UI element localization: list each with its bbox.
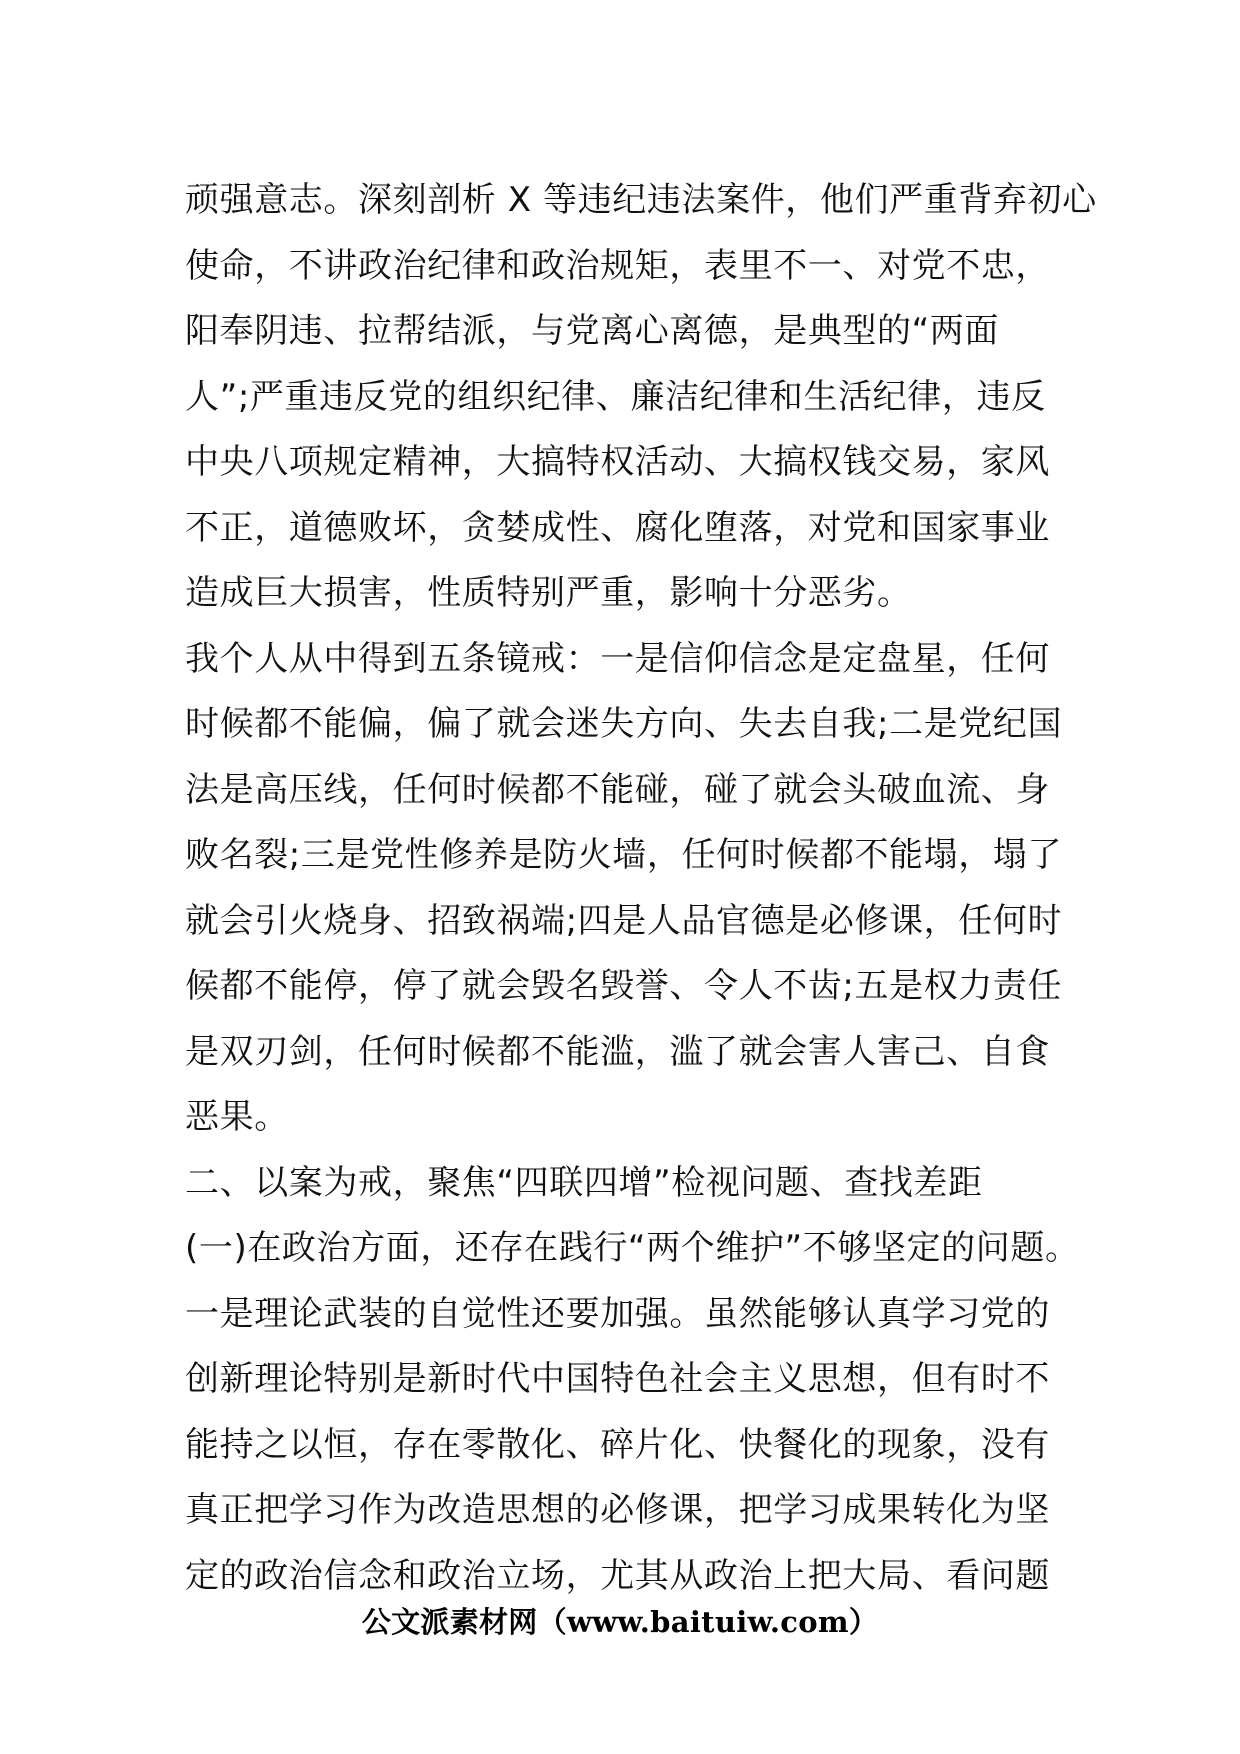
- text-line: 阳奉阴违、拉帮结派，与党离心离德，是典型的“两面: [185, 311, 1000, 351]
- text-line: 造成巨大损害，性质特别严重，影响十分恶劣。: [185, 573, 912, 613]
- text-line: 时候都不能偏，偏了就会迷失方向、失去自我;二是党纪国: [185, 704, 1063, 744]
- text-line: 就会引火烧身、招致祸端;四是人品官德是必修课，任何时: [185, 900, 1063, 941]
- document-body: [185, 168, 1097, 1609]
- text-line: 创新理论特别是新时代中国特色社会主义思想，但有时不: [185, 1359, 1050, 1399]
- text-line: 法是高压线，任何时候都不能碰，碰了就会头破血流、身: [185, 769, 1050, 810]
- text-line: 候都不能停，停了就会毁名毁誉、令人不齿;五是权力责任: [185, 966, 1063, 1006]
- subsection-heading: (一)在政治方面，还存在践行“两个维护”不够坚定的问题。: [185, 1228, 1080, 1268]
- text-line: 不正，道德败坏，贪婪成性、腐化堕落，对党和国家事业: [185, 507, 1050, 548]
- text-line: 败名裂;三是党性修养是防火墙，任何时候都不能塌，塌了: [185, 835, 1063, 875]
- text-line: 使命，不讲政治纪律和政治规矩，表里不一、对党不忠，: [185, 245, 1050, 286]
- text-line: 人”;严重违反党的组织纪律、廉洁纪律和生活纪律，违反: [185, 376, 1046, 417]
- section-heading: 二、以案为戒，聚焦“四联四增”检视问题、查找差距: [185, 1162, 983, 1203]
- text-line: 恶果。: [185, 1097, 289, 1137]
- text-line: 能持之以恒，存在零散化、碎片化、快餐化的现象，没有: [185, 1424, 1050, 1465]
- text-line: 顽强意志。深刻剖析 X 等违纪违法案件，他们严重背弃初心: [185, 180, 1097, 220]
- text-line: 定的政治信念和政治立场，尤其从政治上把大局、看问题: [185, 1555, 1050, 1596]
- text-line: 中央八项规定精神，大搞特权活动、大搞权钱交易，家风: [185, 442, 1050, 482]
- text-line: 是双刃剑，任何时候都不能滥，滥了就会害人害己、自食: [185, 1031, 1050, 1072]
- text-line: 我个人从中得到五条镜戒：一是信仰信念是定盘星，任何: [185, 638, 1050, 679]
- text-line: 一是理论武装的自觉性还要加强。虽然能够认真学习党的: [185, 1293, 1050, 1334]
- text-line: 真正把学习作为改造思想的必修课，把学习成果转化为坚: [185, 1490, 1050, 1530]
- footer-watermark: 公文派素材网（www.baituiw.com）: [361, 1605, 879, 1639]
